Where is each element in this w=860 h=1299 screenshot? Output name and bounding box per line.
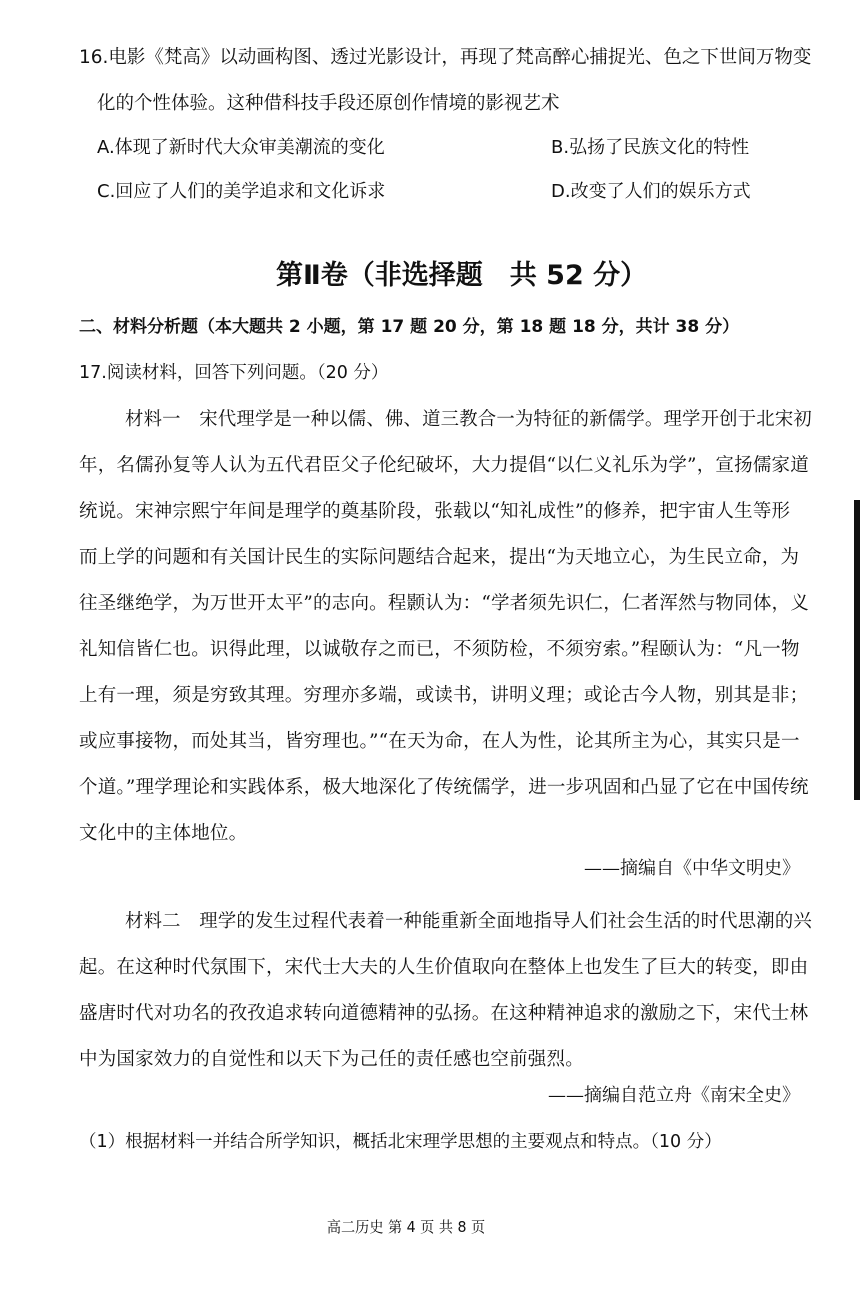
material1-line: 上有一理，须是穷致其理。穷理亦多端，或读书，讲明义理；或论古今人物，别其是非； [79, 685, 809, 706]
material1-line: 或应事接物，而处其当，皆穷理也。”“在天为命，在人为性，论其所主为心，其实只是一 [79, 731, 800, 752]
q16-option-c: C.回应了人们的美学追求和文化诉求 [97, 181, 386, 202]
material2-line: 中为国家效力的自觉性和以天下为己任的责任感也空前强烈。 [79, 1049, 584, 1070]
material2-line: 材料二 理学的发生过程代表着一种能重新全面地指导人们社会生活的时代思潮的兴 [125, 911, 812, 932]
page-footer: 高二历史 第 4 页 共 8 页 [326, 1218, 486, 1236]
section2-heading: 二、材料分析题（本大题共 2 小题，第 17 题 20 分，第 18 题 18 分，共计 38 分） [79, 317, 740, 337]
material2-source: ——摘编自范立舟《南宋全史》 [548, 1085, 800, 1106]
material2-line: 起。在这种时代氛围下，宋代士大夫的人生价值取向在整体上也发生了巨大的转变，即由 [79, 957, 809, 978]
scan-edge-shadow [854, 500, 860, 800]
q16-option-d: D.改变了人们的娱乐方式 [551, 181, 751, 202]
q17-subquestion-1: （1）根据材料一并结合所学知识，概括北宋理学思想的主要观点和特点。（10 分） [79, 1132, 722, 1152]
q16-stem-line1: 16.电影《梵高》以动画构图、透过光影设计，再现了梵高醉心捕捉光、色之下世间万物变 [79, 47, 812, 68]
q17-stem: 17.阅读材料，回答下列问题。（20 分） [79, 363, 389, 383]
q16-option-b: B.弘扬了民族文化的特性 [551, 137, 750, 158]
material1-line: 而上学的问题和有关国计民生的实际问题结合起来，提出“为天地立心，为生民立命，为 [79, 547, 800, 568]
material1-line: 统说。宋神宗熙宁年间是理学的奠基阶段，张载以“知礼成性”的修养，把宇宙人生等形 [79, 501, 791, 522]
material1-line: 材料一 宋代理学是一种以儒、佛、道三教合一为特征的新儒学。理学开创于北宋初 [125, 409, 812, 430]
material1-line: 年，名儒孙复等人认为五代君臣父子伦纪破坏，大力提倡“以仁义礼乐为学”，宣扬儒家道 [79, 455, 809, 476]
material1-line: 往圣继绝学，为万世开太平”的志向。程颢认为：“学者须先识仁，仁者浑然与物同体，义 [79, 593, 809, 614]
material1-line: 个道。”理学理论和实践体系，极大地深化了传统儒学，进一步巩固和凸显了它在中国传统 [79, 777, 809, 798]
q16-option-a: A.体现了新时代大众审美潮流的变化 [97, 137, 385, 158]
part2-title: 第Ⅱ卷（非选择题 共 52 分） [276, 260, 648, 291]
material2-line: 盛唐时代对功名的孜孜追求转向道德精神的弘扬。在这种精神追求的激励之下，宋代士林 [79, 1003, 809, 1024]
material1-source: ——摘编自《中华文明史》 [584, 858, 800, 879]
material1-line: 礼知信皆仁也。识得此理，以诚敬存之而已，不须防检，不须穷索。”程颐认为：“凡一物 [79, 639, 800, 660]
q16-stem-line2: 化的个性体验。这种借科技手段还原创作情境的影视艺术 [97, 93, 560, 114]
material1-line: 文化中的主体地位。 [79, 823, 248, 844]
